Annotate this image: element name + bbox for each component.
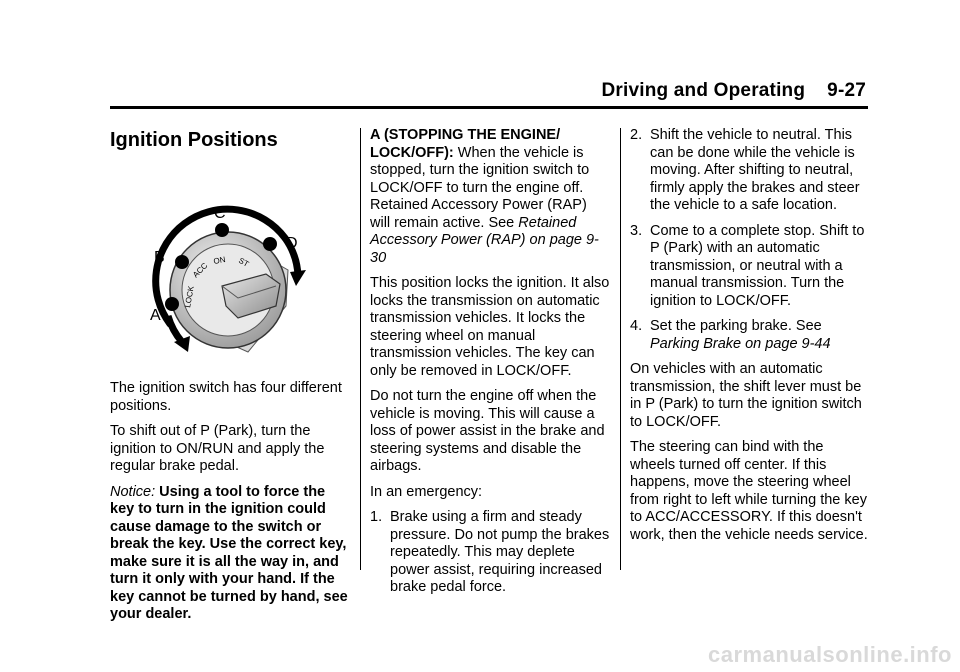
para-automatic-transmission: On vehicles with an automatic transmission, the shift lever must be in P (Park) to turn the ignition switch to LOCK/OFF. [630,361,862,430]
column-3 [630,127,870,552]
rap-reference-link[interactable]: Retained Accessory Power (RAP) on page 9-30 [370,214,599,266]
dial-start-label: ST [237,255,251,269]
list-item-2 [630,127,870,215]
item4-text: Set the parking brake. See [650,318,822,334]
label-d: D [286,235,298,252]
para-steering-bind: The steering can bind with the wheels turned off center. If this happens, move the steering wheel from right to left while turning the key to ACC/ACCESSORY. If this doesn't work, then the vehicle needs service. [630,439,868,543]
para-four-positions: The ignition switch has four different positions. [110,380,342,414]
list-text [650,318,870,353]
list-text: Come to a complete stop. Shift to P (Park) with an automatic transmission, or neutral with a manual transmission. Turn the ignition to LOCK/OFF. [650,222,865,309]
label-b: B [154,249,165,266]
column-2 [370,127,610,605]
detent-d-icon [263,237,277,251]
parking-brake-reference-link[interactable]: Parking Brake on page 9-44 [650,335,831,352]
arrow-d-icon [290,270,306,286]
para-in-emergency: In an emergency: [370,483,483,500]
notice-label: Notice: [110,483,156,500]
dial-acc-label: ACC [191,261,210,280]
detent-c-icon [215,223,229,237]
list-number: 2. [630,127,643,143]
notice-text: Using a tool to force the key to turn in the ignition could cause damage to the switch or break the key. Use the correct key, make sure it is all the way in, and turn it only with your hand. If the key cannot be turned by hand, see your dealer. [110,483,348,622]
para-shift-out: To shift out of P (Park), turn the ignition to ON/RUN and apply the regular brake pedal. [110,423,325,474]
section-title: Ignition Positions [110,129,278,151]
page-number: 9-27 [827,80,866,101]
label-c: C [214,205,226,222]
notice-block [110,484,350,624]
column-divider-2 [620,128,621,570]
detent-a-icon [165,297,179,311]
list-item-1 [370,509,610,597]
list-text: Shift the vehicle to neutral. This can be done while the vehicle is moving. After shifting to neutral, firmly apply the brakes and steer the vehicle to a safe location. [650,127,860,213]
column-1 [110,128,350,632]
ignition-switch-figure [110,166,350,366]
page-header [110,78,868,109]
list-number: 3. [630,222,643,239]
dial-lock-label: LOCK [183,285,196,309]
ignition-switch-illustration [110,166,350,366]
list-text: Brake using a firm and steady pressure. Do not pump the brakes repeatedly. This may deplete power assist, requiring increased brake pedal force. [390,509,610,595]
detent-b-icon [175,255,189,269]
position-a-text: When the vehicle is stopped, turn the ignition switch to LOCK/OFF to turn the engine off. Retained Accessory Power (RAP) will remain active. See [370,144,590,231]
label-a: A [150,307,161,324]
dial-on-label: ON [212,255,227,266]
para-locks-ignition: This position locks the ignition. It also locks the transmission on automatic transmission vehicles. It locks the steering wheel on manual transmission vehicles. The key can only be removed in LOCK/OFF. [370,275,610,379]
column-divider-1 [360,128,361,570]
list-number: 4. [630,318,643,334]
list-number: 1. [370,509,383,525]
header-title: Driving and Operating [601,80,806,101]
list-item-3 [630,223,870,311]
position-a-label: A (STOPPING THE ENGINE/ LOCK/OFF): [370,127,561,161]
para-position-a [370,127,610,267]
para-do-not-turn-off: Do not turn the engine off when the vehicle is moving. This will cause a loss of power assist in the brake and steering systems and disable the airbags. [370,388,605,474]
header-text [601,80,866,102]
watermark-text: carmanualsonline.info [708,642,952,667]
list-item-4 [630,318,870,353]
